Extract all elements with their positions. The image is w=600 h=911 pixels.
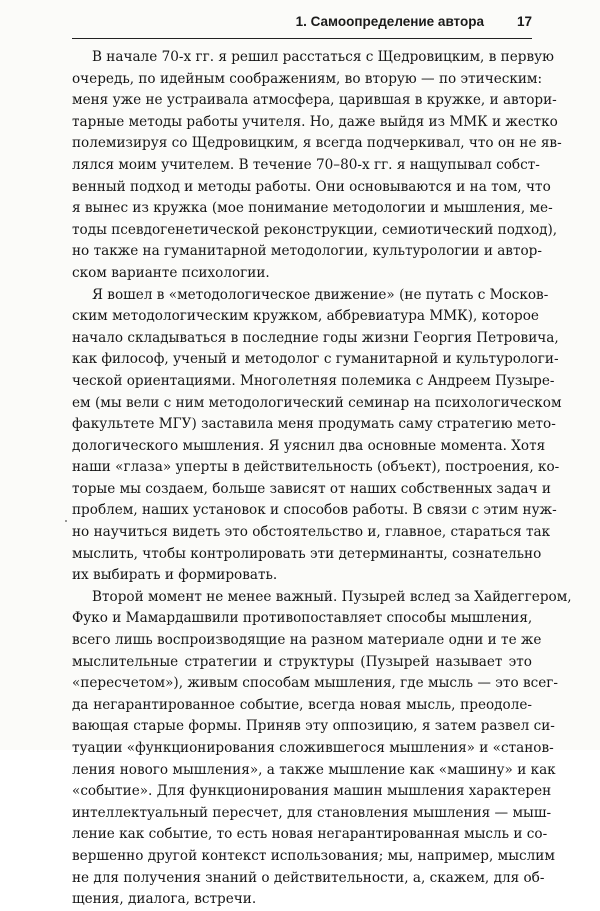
text-line: В начале 70-х гг. я решил расстаться с Щедровицким, в первую — [92, 49, 554, 65]
text-line: лялся моим учителем. В течение 70–80-х гг. я нащупывал собст- — [72, 156, 540, 173]
text-line: я вынес из кружка (мое понимание методологии и мышления, ме- — [72, 200, 553, 217]
text-line: ления нового мышления», а также мышление как «машину» и как — [72, 761, 556, 778]
text-line: дологического мышления. Я уяснил два основные момента. Хотя — [72, 437, 546, 454]
text-line: ским методологическим кружком, аббревиатура ММК), которое — [72, 308, 539, 325]
text-line: да негарантированное событие, всегда новая мысль, преодоле- — [72, 696, 532, 713]
text-line: ем (мы вели с ним методологический семинар на психологическом — [72, 394, 562, 411]
chapter-title: 1. Самоопределение автора — [295, 14, 484, 29]
text-line: их выбирать и формировать. — [72, 567, 278, 584]
text-line: щения, диалога, встречи. — [72, 891, 257, 908]
text-line: всего лишь воспроизводящие на разном материале одни и те же — [72, 632, 542, 649]
text-line: ском варианте психологии. — [72, 264, 270, 281]
text-line: как философ, ученый и методолог с гуманитарной и культурологи- — [72, 351, 559, 368]
text-line: «пересчетом»), живым способам мышления, где мысль — это всег- — [72, 675, 558, 692]
text-line: меня уже не устраивала атмосфера, царившая в кружке, и автори- — [72, 92, 557, 109]
text-line: мыслительные стратегии и структуры (Пузырей называет это — [72, 653, 532, 670]
text-line: но научиться видеть это обстоятельство и, главное, стараться так — [72, 524, 551, 541]
text-line: мыслить, чтобы контролировать эти детерминанты, сознательно — [72, 545, 542, 562]
body-text — [72, 47, 572, 911]
header-rule — [72, 38, 532, 39]
text-line: торые мы создаем, больше зависят от наших собственных задач и — [72, 480, 551, 497]
text-line: полемизируя со Щедровицким, я всегда подчеркивал, что он не яв- — [72, 135, 562, 152]
text-line: тарные методы работы учителя. Но, даже выйдя из ММК и жестко — [72, 113, 558, 130]
text-line: ление как событие, то есть новая негарантированная мысль и со- — [72, 826, 548, 843]
page-number: 17 — [516, 14, 532, 29]
text-line: очередь, по идейным соображениям, во вторую — по этическим: — [72, 70, 543, 87]
paragraph — [72, 47, 562, 285]
margin-speck — [65, 520, 67, 522]
text-line: Второй момент не менее важный. Пузырей вслед за Хайдеггером, — [92, 588, 572, 605]
text-line: Я вошел в «методологическое движение» (не путать с Москов- — [92, 286, 549, 303]
text-line: интеллектуальный пересчет, для становления мышления — мыш- — [72, 804, 552, 821]
text-line: тоды псевдогенетической реконструкции, семиотический подход), — [72, 221, 558, 238]
text-line: но также на гуманитарной методологии, культурологии и автор- — [72, 243, 542, 260]
paragraph — [72, 587, 572, 911]
text-line: начало складываться в последние годы жизни Георгия Петровича, — [72, 329, 559, 346]
text-line: наши «глаза» уперты в действительность (объект), построения, ко- — [72, 459, 560, 476]
text-line: вершенно другой контекст использования; мы, например, мыслим — [72, 847, 555, 864]
text-line: проблем, наших установок и способов работы. В связи с этим нуж- — [72, 502, 557, 519]
text-line: вающая старые формы. Приняв эту оппозицию, я затем развел си- — [72, 718, 555, 735]
running-header — [72, 14, 532, 36]
text-line: туации «функционирования сложившегося мышления» и «станов- — [72, 740, 554, 756]
text-line: «событие». Для функционирования машин мышления характерен — [72, 783, 552, 800]
text-line: Фуко и Мамардашвили противопоставляет способы мышления, — [72, 610, 533, 627]
text-line: не для получения знаний о действительности, а, скажем, для об- — [72, 869, 545, 886]
text-line: ческой ориентациями. Многолетняя полемика с Андреем Пузыре- — [72, 372, 555, 389]
text-line: венный подход и методы работы. Они основываются и на том, что — [72, 178, 551, 195]
text-line: факультете МГУ) заставила меня продумать саму стратегию мето- — [72, 416, 556, 433]
paragraph — [72, 285, 562, 587]
